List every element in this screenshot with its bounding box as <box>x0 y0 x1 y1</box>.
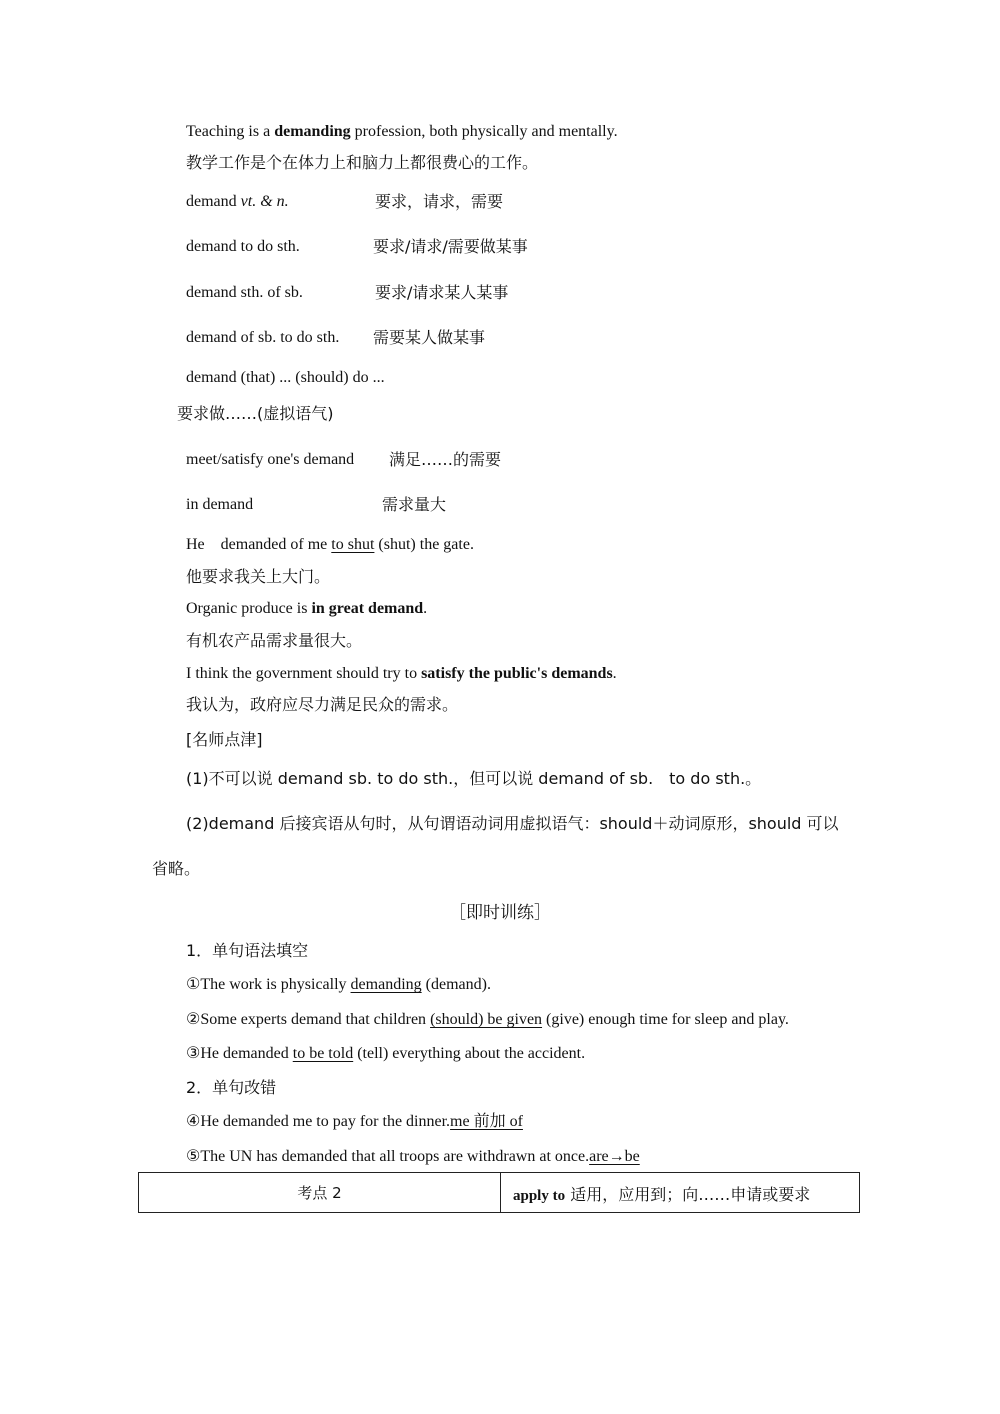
table-divider <box>500 1173 501 1212</box>
example-sentence-cn: 有机农产品需求量很大。 <box>186 631 363 650</box>
tips-heading: [名师点津] <box>186 730 263 749</box>
tip-2: (2)demand 后接宾语从句时，从句谓语动词用虚拟语气：should＋动词原形，should 可以 <box>186 814 839 833</box>
section-heading: 2．单句改错 <box>186 1078 277 1097</box>
usage-row: demand vt. & n. 要求，请求，需要 <box>186 192 504 211</box>
example-sentence-en: I think the government should try to satisfy the public's demands. <box>186 665 617 682</box>
section-heading: 1．单句语法填空 <box>186 941 309 960</box>
tip-2-continued: 省略。 <box>152 859 201 878</box>
usage-row: demand of sb. to do sth. 需要某人做某事 <box>186 328 486 347</box>
usage-row: meet/satisfy one's demand 满足……的需要 <box>186 450 502 469</box>
usage-meaning-wrapped: 要求做……(虚拟语气) <box>177 404 334 423</box>
exercise-item: ③He demanded to be told (tell) everything about the accident. <box>186 1045 586 1062</box>
example-sentence-cn: 他要求我关上大门。 <box>186 567 331 586</box>
exercise-item: ⑤The UN has demanded that all troops are withdrawn at once.are→be <box>186 1148 640 1165</box>
table-cell-topic: 考点 2 <box>297 1184 342 1202</box>
usage-row: demand to do sth. 要求/请求/需要做某事 <box>186 237 528 256</box>
exercise-item: ④He demanded me to pay for the dinner.me 前加 of <box>186 1113 523 1130</box>
example-sentence-en: Organic produce is in great demand. <box>186 600 428 617</box>
tip-1: (1)不可以说 demand sb. to do sth.，但可以说 demand of sb. to do sth.。 <box>186 769 762 788</box>
example-sentence-cn: 我认为，政府应尽力满足民众的需求。 <box>186 695 459 714</box>
usage-row: demand (that) ... (should) do ... <box>186 369 385 386</box>
exercise-item: ①The work is physically demanding (demand). <box>186 976 491 993</box>
topic-table <box>138 1172 860 1213</box>
usage-row: in demand 需求量大 <box>186 495 447 514</box>
exercise-item: ②Some experts demand that children (should) be given (give) enough time for sleep and play. <box>186 1011 789 1028</box>
example-sentence-en: He demanded of me to shut (shut) the gate. <box>186 536 474 553</box>
table-cell-phrase: apply to 适用，应用到；向……申请或要求 <box>513 1185 811 1204</box>
usage-row: demand sth. of sb. 要求/请求某人某事 <box>186 283 509 302</box>
example-sentence-en: Teaching is a demanding profession, both physically and mentally. <box>186 123 618 140</box>
practice-title: ［即时训练］ <box>449 903 551 923</box>
example-sentence-cn: 教学工作是个在体力上和脑力上都很费心的工作。 <box>186 153 539 172</box>
